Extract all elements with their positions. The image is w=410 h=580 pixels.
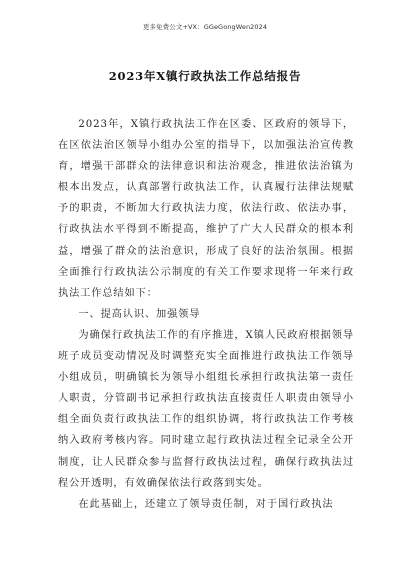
paragraph-intro: 2023年，X镇行政执法工作在区委、区政府的领导下，在区依法治区领导小组办公室的指导下，以加强法治宣传教育，增强干部群众的法律意识和法治观念，推进依法治镇为根本出发点，认真部署行政执法工作，认真履行法律法规赋予的职责，不断加大行政执法力度，依法行政、依法办事，行政执法水平得到不断提高，维护了广大人民群众的根本利益，增强了群众的法治意识，形成了良好的法治氛围。根据全面推行行政执法公示制度的有关工作要求现将一年来行政执法工作总结如下： <box>58 119 354 299</box>
paragraph-responsibility: 在此基础上，还建立了领导责任制，对于国行政执法 <box>78 498 334 510</box>
document-body <box>58 114 354 515</box>
header-note: 更多免费公文+VX：GGeGongWen2024 <box>142 23 268 31</box>
document-title: 2023年X镇行政执法工作总结报告 <box>108 69 302 83</box>
section-heading: 一、提高认识、加强领导 <box>78 308 201 320</box>
paragraph-leadership: 为确保行政执法工作的有序推进，X镇人民政府根据领导班子成员变动情况及时调整充实全面推进行政执法工作领导小组成员，明确镇长为领导小组组长承担行政执法第一责任人职责，分管副书记承担行政执法直接责任人职责由领导小组全面负责行政执法工作的组织协调，将行政执法工作考核纳入政府考核内容。同时建立起行政执法过程全记录全公开制度，让人民群众参与监督行政执法过程，确保行政执法过程公开透明，有效确保依法行政落到实处。 <box>58 329 354 489</box>
